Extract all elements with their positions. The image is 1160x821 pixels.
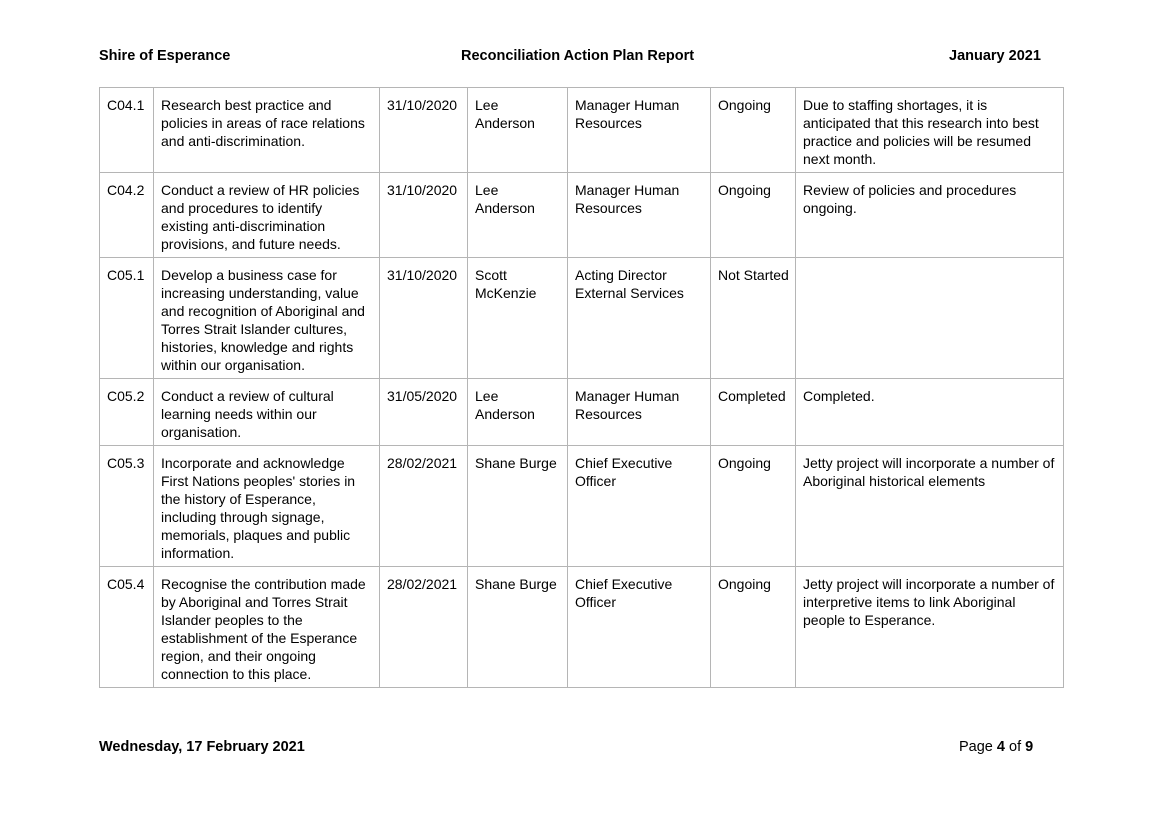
action-description: Conduct a review of cultural learning needs within our organisation. bbox=[154, 379, 380, 446]
officer-position: Acting Director External Services bbox=[568, 258, 711, 379]
action-description: Recognise the contribution made by Aboriginal and Torres Strait Islander peoples to the establishment of the Esperance region, and their ongoing connection to this place. bbox=[154, 567, 380, 688]
action-plan-table bbox=[99, 87, 1064, 688]
status: Ongoing bbox=[711, 88, 796, 173]
action-description: Develop a business case for increasing understanding, value and recognition of Aboriginal and Torres Strait Islander cultures, histories, knowledge and rights within our organisation. bbox=[154, 258, 380, 379]
responsible-officer: Shane Burge bbox=[468, 567, 568, 688]
action-description: Incorporate and acknowledge First Nations peoples' stories in the history of Esperance, including through signage, memorials, plaques and public information. bbox=[154, 446, 380, 567]
action-description: Research best practice and policies in areas of race relations and anti-discrimination. bbox=[154, 88, 380, 173]
responsible-officer: Lee Anderson bbox=[468, 173, 568, 258]
page-total: 9 bbox=[1025, 739, 1034, 755]
status: Not Started bbox=[711, 258, 796, 379]
status: Ongoing bbox=[711, 567, 796, 688]
page-current: 4 bbox=[996, 739, 1005, 755]
action-id: C05.3 bbox=[100, 446, 154, 567]
table-row bbox=[100, 446, 1064, 567]
officer-position: Chief Executive Officer bbox=[568, 567, 711, 688]
table-row bbox=[100, 258, 1064, 379]
table-row bbox=[100, 379, 1064, 446]
officer-position: Manager Human Resources bbox=[568, 88, 711, 173]
status: Ongoing bbox=[711, 173, 796, 258]
officer-position: Chief Executive Officer bbox=[568, 446, 711, 567]
table-row bbox=[100, 567, 1064, 688]
due-date: 31/05/2020 bbox=[380, 379, 468, 446]
responsible-officer: Scott McKenzie bbox=[468, 258, 568, 379]
action-id: C04.2 bbox=[100, 173, 154, 258]
status: Completed bbox=[711, 379, 796, 446]
action-id: C05.1 bbox=[100, 258, 154, 379]
comment: Review of policies and procedures ongoing. bbox=[796, 173, 1064, 258]
due-date: 31/10/2020 bbox=[380, 173, 468, 258]
page-of: of bbox=[1009, 739, 1022, 755]
comment: Jetty project will incorporate a number of Aboriginal historical elements bbox=[796, 446, 1064, 567]
action-description: Conduct a review of HR policies and procedures to identify existing anti-discrimination provisions, and future needs. bbox=[154, 173, 380, 258]
action-id: C04.1 bbox=[100, 88, 154, 173]
responsible-officer: Lee Anderson bbox=[468, 88, 568, 173]
due-date: 28/02/2021 bbox=[380, 567, 468, 688]
responsible-officer: Lee Anderson bbox=[468, 379, 568, 446]
footer-date: Wednesday, 17 February 2021 bbox=[99, 739, 305, 755]
comment bbox=[796, 258, 1064, 379]
due-date: 28/02/2021 bbox=[380, 446, 468, 567]
comment: Due to staffing shortages, it is anticipated that this research into best practice and policies will be resumed next month. bbox=[796, 88, 1064, 173]
action-id: C05.2 bbox=[100, 379, 154, 446]
due-date: 31/10/2020 bbox=[380, 258, 468, 379]
comment: Completed. bbox=[796, 379, 1064, 446]
officer-position: Manager Human Resources bbox=[568, 379, 711, 446]
table-row bbox=[100, 88, 1064, 173]
comment: Jetty project will incorporate a number of interpretive items to link Aboriginal people to Esperance. bbox=[796, 567, 1064, 688]
responsible-officer: Shane Burge bbox=[468, 446, 568, 567]
header-period: January 2021 bbox=[949, 48, 1041, 64]
officer-position: Manager Human Resources bbox=[568, 173, 711, 258]
due-date: 31/10/2020 bbox=[380, 88, 468, 173]
action-id: C05.4 bbox=[100, 567, 154, 688]
page-prefix: Page bbox=[959, 739, 993, 755]
table-row bbox=[100, 173, 1064, 258]
header-report-title: Reconciliation Action Plan Report bbox=[461, 48, 695, 64]
header-organisation: Shire of Esperance bbox=[99, 48, 231, 64]
page-number bbox=[959, 739, 1033, 755]
status: Ongoing bbox=[711, 446, 796, 567]
